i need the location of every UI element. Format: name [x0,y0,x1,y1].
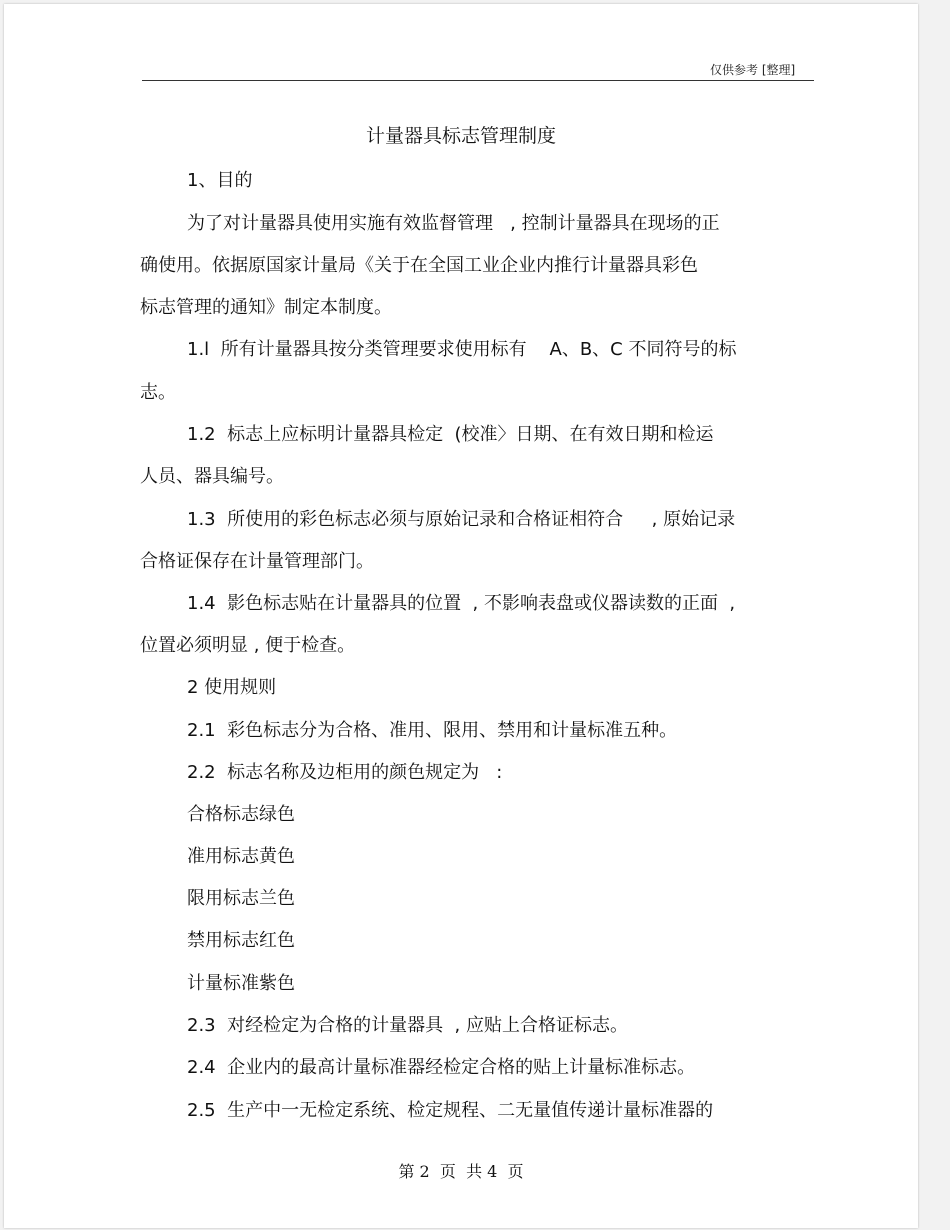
list-item: 禁用标志红色 [187,930,295,951]
list-item: 计量标准紫色 [187,973,295,994]
document-page [4,4,918,1228]
list-item: 限用标志兰色 [187,888,295,909]
list-item: 准用标志黄色 [187,846,295,867]
body-line: 合格证保存在计量管理部门。 [140,551,374,572]
body-line: 2.2 标志名称及边柜用的颜色规定为 : [187,762,503,783]
header-note: 仅供参考 [整理] [710,63,796,77]
header-divider [142,80,814,81]
body-line: 1.3 所使用的彩色标志必须与原始记录和合格证相符合 , 原始记录 [187,509,736,530]
body-line: 2.3 对经检定为合格的计量器具 , 应贴上合格证标志。 [187,1015,628,1036]
body-line: 位置必须明显 , 便于检查。 [140,635,356,656]
document-title: 计量器具标志管理制度 [365,125,556,147]
body-line: 2.4 企业内的最高计量标准器经检定合格的贴上计量标准标志。 [187,1057,696,1078]
body-line: 为了对计量器具使用实施有效监督管理 , 控制计量器具在现场的正 [187,213,720,234]
body-line: 1.l 所有计量器具按分类管理要求使用标有 A、B、C 不同符号的标 [187,339,737,360]
section-heading: 1、目的 [187,170,253,191]
body-line: 2.5 生产中一无检定系统、检定规程、二无量值传递计量标准器的 [187,1100,714,1121]
body-line: 志。 [140,382,176,403]
section-heading: 2 使用规则 [187,677,277,698]
body-line: 1.4 影色标志贴在计量器具的位置 , 不影响表盘或仪器读数的正面 , [187,593,736,614]
body-line: 标志管理的通知》制定本制度。 [140,297,392,318]
body-line: 确使用。依据原国家计量局《关于在全国工业企业内推行计量器具彩色 [140,255,698,276]
list-item: 合格标志绿色 [187,804,295,825]
page-number: 第 2 页 共 4 页 [398,1162,524,1181]
body-line: 2.1 彩色标志分为合格、准用、限用、禁用和计量标准五种。 [187,720,678,741]
body-line: 1.2 标志上应标明计量器具检定 (校准〉日期、在有效日期和检运 [187,424,714,445]
body-line: 人员、器具编号。 [140,466,284,487]
